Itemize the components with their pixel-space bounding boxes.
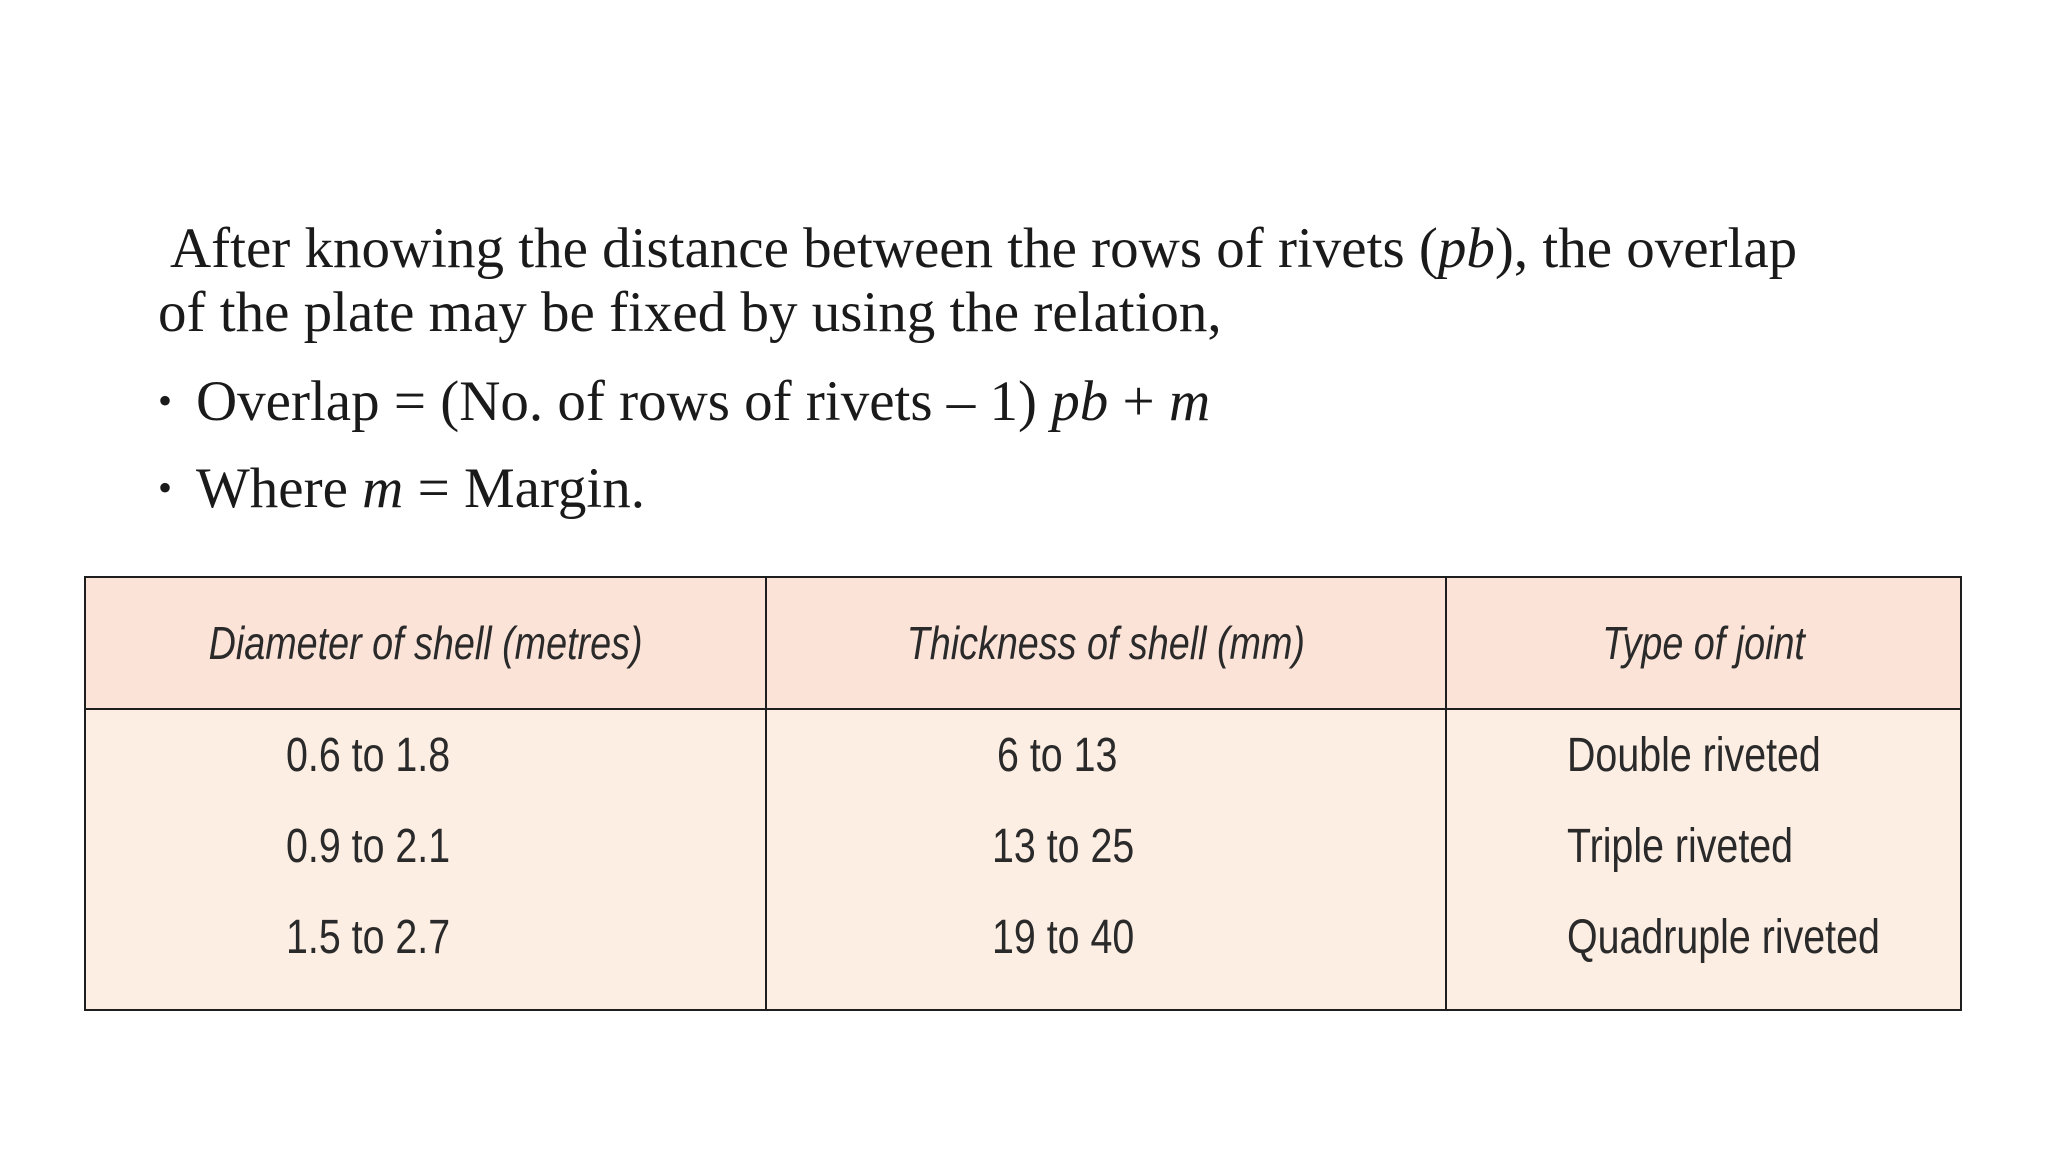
diameter-column <box>86 709 766 1009</box>
intro-paragraph-line-2: of the plate may be fixed by using the relation, <box>158 281 1222 344</box>
table-cell: 1.5 to 2.7 <box>286 911 451 964</box>
margin-text: = Margin. <box>403 457 645 520</box>
bullet-overlap-formula <box>158 368 1210 435</box>
joint-type-column <box>1446 709 1960 1009</box>
pb-symbol: pb <box>1437 217 1495 280</box>
header-joint-type: Type of joint <box>1446 578 1960 709</box>
table-cell: Triple riveted <box>1567 820 1794 873</box>
table-body-row <box>86 709 1960 1009</box>
intro-paragraph-line-1 <box>170 216 1797 282</box>
table-cell: Quadruple riveted <box>1567 911 1880 964</box>
data-table <box>86 578 1960 1009</box>
bullet-margin-definition <box>158 455 645 522</box>
pb-symbol: pb <box>1051 370 1109 433</box>
m-symbol: m <box>362 457 404 520</box>
header-thickness: Thickness of shell (mm) <box>766 578 1446 709</box>
table-cell: 13 to 25 <box>992 820 1135 873</box>
table-header-row <box>86 578 1960 709</box>
table-cell: 6 to 13 <box>997 729 1118 782</box>
intro-text: ), the overlap <box>1494 217 1798 280</box>
bullet-dot: • <box>158 465 173 510</box>
bullet-dot: • <box>158 378 173 423</box>
table-cell: Double riveted <box>1567 729 1821 782</box>
header-diameter: Diameter of shell (metres) <box>86 578 766 709</box>
where-text: Where <box>196 457 363 520</box>
m-symbol: m <box>1168 370 1211 433</box>
table-cell: 0.9 to 2.1 <box>286 820 451 873</box>
joint-type-table <box>84 576 1962 1011</box>
thickness-column <box>766 709 1446 1009</box>
table-cell: 19 to 40 <box>992 911 1135 964</box>
formula-text: Overlap = (No. of rows of rivets – 1) <box>196 370 1052 433</box>
intro-text: After knowing the distance between the rows of rivets ( <box>170 217 1438 280</box>
plus-sign: + <box>1108 370 1169 433</box>
table-cell: 0.6 to 1.8 <box>286 729 451 782</box>
